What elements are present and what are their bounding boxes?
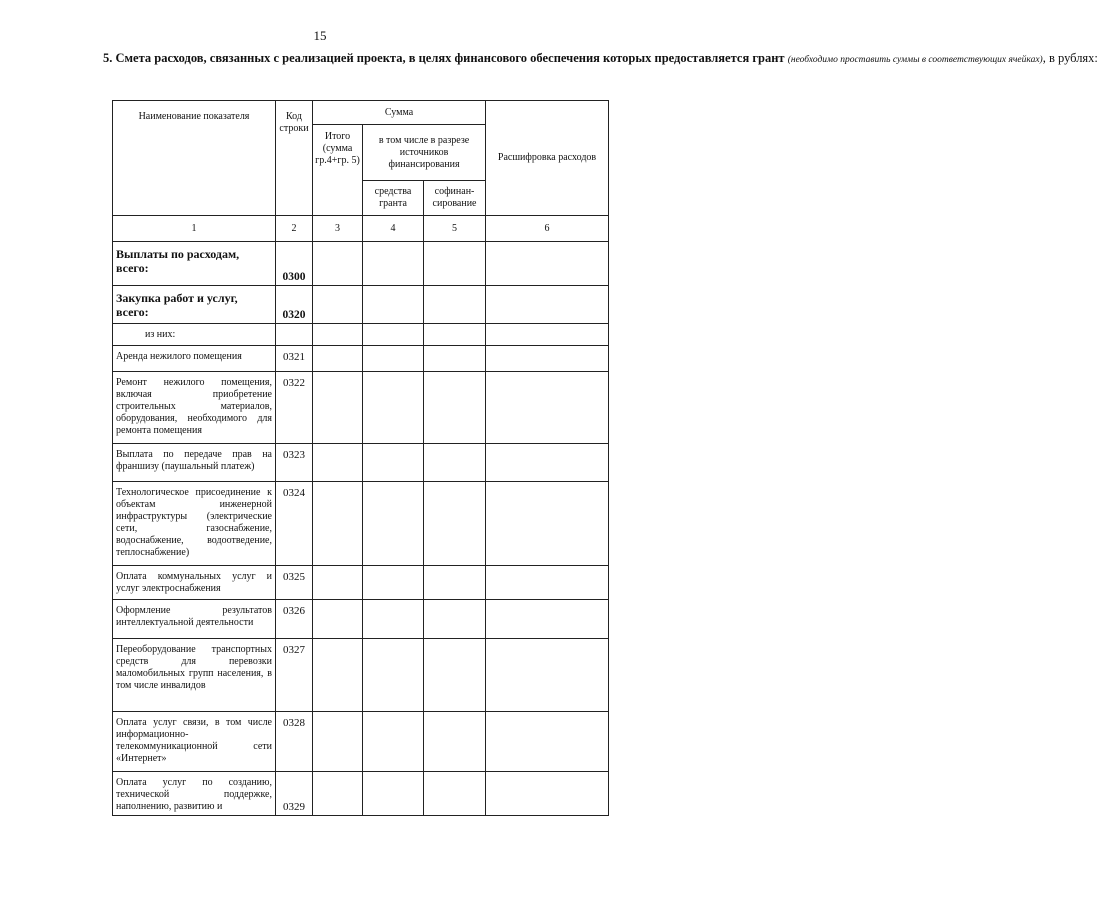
header-cofinancing: софинан-сирование <box>424 181 486 216</box>
column-number: 5 <box>424 216 486 242</box>
cell-grant[interactable] <box>363 712 424 772</box>
row-name: Ремонт нежилого помещения, включая приобретение строительных материалов, оборудования, необходимого для ремонта помещения <box>113 372 276 444</box>
section-heading-note: (необходимо проставить суммы в соответствующих ячейках) <box>787 55 1043 65</box>
header-name: Наименование показателя <box>113 101 276 216</box>
cell-grant[interactable] <box>363 566 424 600</box>
row-name: Оплата услуг по созданию, технической поддержке, наполнению, развитию и <box>113 772 276 816</box>
row-name: из них: <box>113 324 276 346</box>
cell-total[interactable] <box>313 639 363 712</box>
row-code: 0323 <box>276 444 313 482</box>
cell-total[interactable] <box>313 444 363 482</box>
row-code: 0326 <box>276 600 313 639</box>
row-code: 0322 <box>276 372 313 444</box>
cell-total[interactable] <box>313 346 363 372</box>
row-code: 0324 <box>276 482 313 566</box>
section-heading-tail: , в рублях: <box>1042 51 1098 65</box>
cell-decoding[interactable] <box>486 600 609 639</box>
column-numbers-row <box>113 216 609 242</box>
table-row <box>113 712 609 772</box>
cell-decoding[interactable] <box>486 286 609 324</box>
section-heading <box>103 51 1098 68</box>
cell-grant[interactable] <box>363 346 424 372</box>
header-grant-funds: средства гранта <box>363 181 424 216</box>
cell-total[interactable] <box>313 372 363 444</box>
header-total: Итого (сумма гр.4+гр. 5) <box>313 125 363 216</box>
section-heading-title: 5. Смета расходов, связанных с реализацией проекта, в целях финансового обеспечения которых предоставляется грант <box>103 51 785 65</box>
cell-decoding[interactable] <box>486 242 609 286</box>
row-code <box>276 324 313 346</box>
cell-total[interactable] <box>313 772 363 816</box>
column-number: 4 <box>363 216 424 242</box>
cell-decoding[interactable] <box>486 566 609 600</box>
row-name: Оплата услуг связи, в том числе информационно-телекоммуникационной сети «Интернет» <box>113 712 276 772</box>
cell-cofinancing[interactable] <box>424 566 486 600</box>
cell-total[interactable] <box>313 482 363 566</box>
row-code: 0321 <box>276 346 313 372</box>
cell-decoding[interactable] <box>486 712 609 772</box>
cell-grant[interactable] <box>363 600 424 639</box>
cell-decoding[interactable] <box>486 639 609 712</box>
expense-table <box>112 100 609 816</box>
table-row <box>113 482 609 566</box>
cell-total[interactable] <box>313 712 363 772</box>
cell-decoding[interactable] <box>486 482 609 566</box>
table-row <box>113 600 609 639</box>
cell-cofinancing[interactable] <box>424 242 486 286</box>
cell-grant[interactable] <box>363 772 424 816</box>
table-row <box>113 639 609 712</box>
table-row <box>113 324 609 346</box>
cell-grant[interactable] <box>363 324 424 346</box>
cell-cofinancing[interactable] <box>424 639 486 712</box>
header-sum: Сумма <box>313 101 486 125</box>
table-row <box>113 286 609 324</box>
cell-grant[interactable] <box>363 444 424 482</box>
cell-grant[interactable] <box>363 372 424 444</box>
cell-total[interactable] <box>313 286 363 324</box>
table-row <box>113 444 609 482</box>
column-number: 2 <box>276 216 313 242</box>
cell-decoding[interactable] <box>486 772 609 816</box>
row-code: 0329 <box>276 772 313 816</box>
cell-cofinancing[interactable] <box>424 346 486 372</box>
cell-grant[interactable] <box>363 286 424 324</box>
cell-total[interactable] <box>313 566 363 600</box>
cell-decoding[interactable] <box>486 372 609 444</box>
row-name: Аренда нежилого помещения <box>113 346 276 372</box>
header-decoding: Расшифровка расходов <box>486 101 609 216</box>
row-code: 0320 <box>276 286 313 324</box>
row-code: 0300 <box>276 242 313 286</box>
row-code: 0328 <box>276 712 313 772</box>
cell-cofinancing[interactable] <box>424 286 486 324</box>
cell-total[interactable] <box>313 242 363 286</box>
header-by-sources: в том числе в разрезе источников финансирования <box>363 125 486 181</box>
row-name: Переоборудование транспортных средств для перевозки маломобильных групп населения, в том числе инвалидов <box>113 639 276 712</box>
column-number: 3 <box>313 216 363 242</box>
row-code: 0325 <box>276 566 313 600</box>
row-name: Выплаты по расходам, всего: <box>113 242 276 286</box>
table-row <box>113 566 609 600</box>
row-name: Оформление результатов интеллектуальной деятельности <box>113 600 276 639</box>
table-row <box>113 372 609 444</box>
cell-grant[interactable] <box>363 482 424 566</box>
cell-cofinancing[interactable] <box>424 772 486 816</box>
column-number: 6 <box>486 216 609 242</box>
cell-decoding[interactable] <box>486 324 609 346</box>
cell-cofinancing[interactable] <box>424 600 486 639</box>
cell-decoding[interactable] <box>486 346 609 372</box>
cell-cofinancing[interactable] <box>424 324 486 346</box>
page-number: 15 <box>313 28 327 43</box>
row-name: Закупка работ и услуг, всего: <box>113 286 276 324</box>
row-name: Оплата коммунальных услуг и услуг электроснабжения <box>113 566 276 600</box>
cell-cofinancing[interactable] <box>424 482 486 566</box>
row-name: Технологическое присоединение к объектам инженерной инфраструктуры (электрические сети, газоснабжение, водоснабжение, водоотведение, теплоснабжение) <box>113 482 276 566</box>
cell-cofinancing[interactable] <box>424 444 486 482</box>
column-number: 1 <box>113 216 276 242</box>
cell-decoding[interactable] <box>486 444 609 482</box>
cell-cofinancing[interactable] <box>424 372 486 444</box>
cell-cofinancing[interactable] <box>424 712 486 772</box>
header-code: Код строки <box>276 101 313 216</box>
cell-total[interactable] <box>313 324 363 346</box>
table-row <box>113 242 609 286</box>
table-row <box>113 772 609 816</box>
cell-total[interactable] <box>313 600 363 639</box>
row-name: Выплата по передаче прав на франшизу (паушальный платеж) <box>113 444 276 482</box>
table-row <box>113 346 609 372</box>
cell-grant[interactable] <box>363 639 424 712</box>
cell-grant[interactable] <box>363 242 424 286</box>
row-code: 0327 <box>276 639 313 712</box>
